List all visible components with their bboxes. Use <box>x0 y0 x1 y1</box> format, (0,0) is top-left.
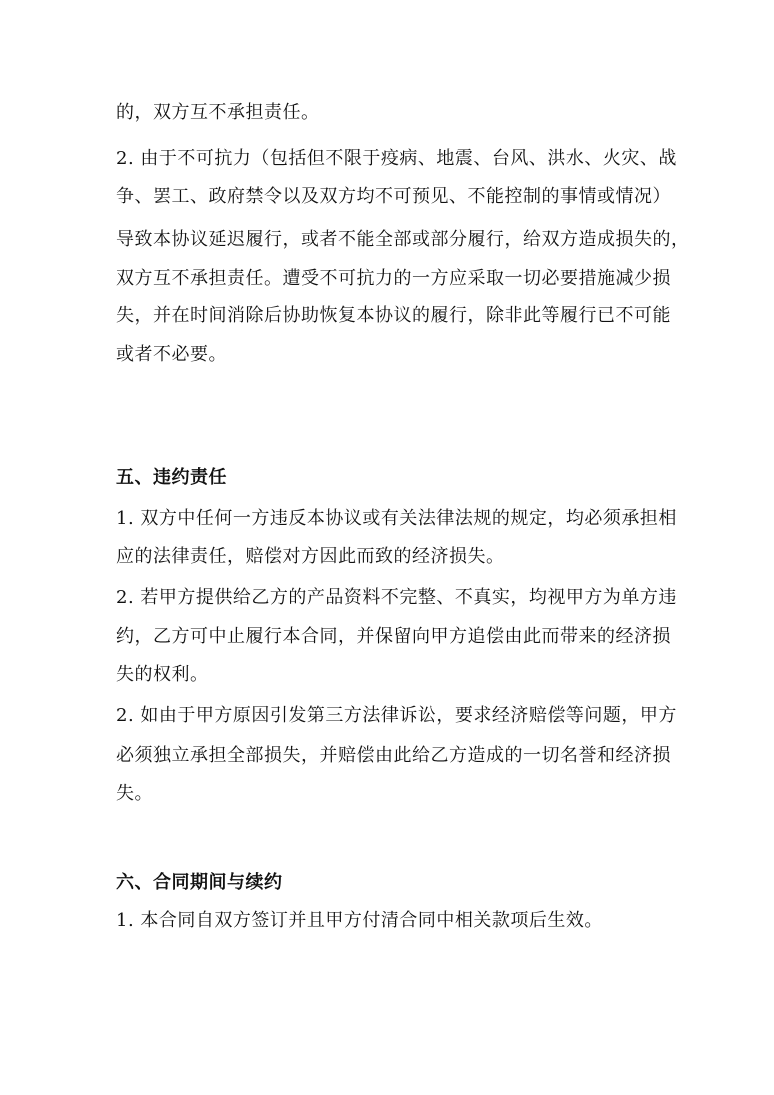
paragraph-line: 失，并在时间消除后协助恢复本协议的履行，除非此等履行已不可能 <box>116 305 671 326</box>
paragraph-line: 争、罢工、政府禁令以及双方均不可预见、不能控制的事情或情况） <box>116 186 671 207</box>
section-heading: 五、违约责任 <box>116 467 227 488</box>
paragraph-line: 或者不必要。 <box>116 344 227 365</box>
paragraph-line: 2. 若甲方提供给乙方的产品资料不完整、不真实，均视甲方为单方违 <box>116 587 677 608</box>
paragraph-line: 2. 如由于甲方原因引发第三方法律诉讼，要求经济赔偿等问题，甲方 <box>116 705 677 726</box>
paragraph-line: 1. 双方中任何一方违反本协议或有关法律法规的规定，均必须承担相 <box>116 508 677 529</box>
paragraph-line: 失。 <box>116 783 153 804</box>
paragraph-line: 约，乙方可中止履行本合同，并保留向甲方追偿由此而带来的经济损 <box>116 626 671 647</box>
paragraph-line: 导致本协议延迟履行，或者不能全部或部分履行，给双方造成损失的， <box>116 229 690 250</box>
paragraph-line: 应的法律责任，赔偿对方因此而致的经济损失。 <box>116 546 505 567</box>
paragraph-line: 失的权利。 <box>116 664 209 685</box>
paragraph-line: 2. 由于不可抗力（包括但不限于疫病、地震、台风、洪水、火灾、战 <box>116 148 677 169</box>
section-heading: 六、合同期间与续约 <box>116 872 283 893</box>
paragraph-line: 必须独立承担全部损失，并赔偿由此给乙方造成的一切名誉和经济损 <box>116 745 671 766</box>
paragraph-line: 1. 本合同自双方签订并且甲方付清合同中相关款项后生效。 <box>116 910 603 931</box>
paragraph-line: 的，双方互不承担责任。 <box>116 102 320 123</box>
paragraph-line: 双方互不承担责任。遭受不可抗力的一方应采取一切必要措施减少损 <box>116 268 671 289</box>
